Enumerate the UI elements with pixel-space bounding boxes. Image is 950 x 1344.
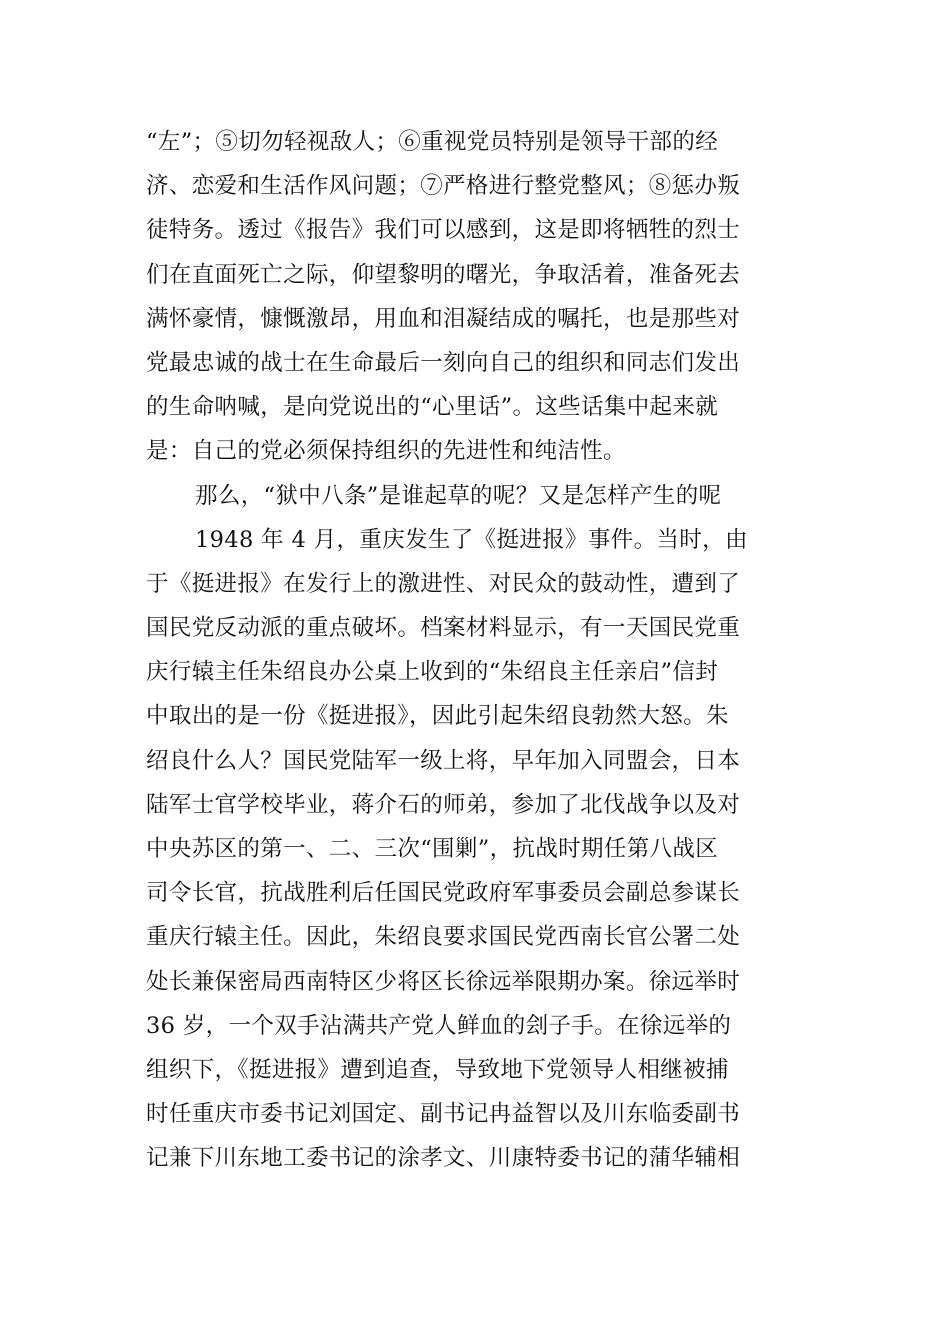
text-line: 处长兼保密局西南特区少将区长徐远举限期办案。徐远举时: [146, 968, 741, 995]
text-line: 陆军士官学校毕业，蒋介石的师弟，参加了北伐战争以及对: [146, 791, 741, 818]
text-line: 们在直面死亡之际，仰望黎明的曙光，争取活着，准备死去: [146, 261, 741, 288]
text-line: 记兼下川东地工委书记的涂孝文、川康特委书记的蒲华辅相: [146, 1145, 741, 1172]
paragraph-start-line: 那么，“狱中八条”是谁起草的呢？又是怎样产生的呢: [195, 482, 722, 509]
body-text: [146, 120, 810, 1181]
text-line: 组织下，《挺进报》遭到追查，导致地下党领导人相继被捕: [146, 1056, 729, 1083]
text-line: 于《挺进报》在发行上的激进性、对民众的鼓动性，遭到了: [146, 570, 741, 597]
text-line: 党最忠诚的战士在生命最后一刻向自己的组织和同志们发出: [146, 349, 741, 376]
text-line: 绍良什么人？国民党陆军一级上将，早年加入同盟会，日本: [146, 747, 741, 774]
text-line: 庆行辕主任朱绍良办公桌上收到的“朱绍良主任亲启”信封: [146, 659, 719, 686]
paragraph-start-line: 1948 年 4 月，重庆发生了《挺进报》事件。当时，由: [195, 526, 748, 553]
text-line: “左”；⑤切勿轻视敌人；⑥重视党员特别是领导干部的经: [146, 129, 719, 155]
text-line: 司令长官，抗战胜利后任国民党政府军事委员会副总参谋长: [146, 880, 741, 907]
text-line: 济、恋爱和生活作风问题；⑦严格进行整党整风；⑧惩办叛: [146, 173, 741, 200]
text-line: 重庆行辕主任。因此，朱绍良要求国民党西南长官公署二处: [146, 924, 741, 951]
text-line: 是：自己的党必须保持组织的先进性和纯洁性。: [146, 438, 626, 465]
text-line: 中取出的是一份《挺进报》，因此引起朱绍良勃然大怒。朱: [146, 703, 729, 730]
text-line: 满怀豪情，慷慨激昂，用血和泪凝结成的嘱托，也是那些对: [146, 305, 741, 332]
text-line: 中央苏区的第一、二、三次“围剿”，抗战时期任第八战区: [146, 836, 719, 862]
text-line: 的生命呐喊，是向党说出的“心里话”。这些话集中起来就: [146, 394, 719, 421]
text-line: 徒特务。透过《报告》我们可以感到，这是即将牺牲的烈士: [146, 217, 741, 244]
text-line: 36 岁，一个双手沾满共产党人鲜血的刽子手。在徐远举的: [146, 1012, 732, 1039]
text-line: 时任重庆市委书记刘国定、副书记冉益智以及川东临委副书: [146, 1101, 741, 1128]
text-line: 国民党反动派的重点破坏。档案材料显示，有一天国民党重: [146, 615, 741, 642]
